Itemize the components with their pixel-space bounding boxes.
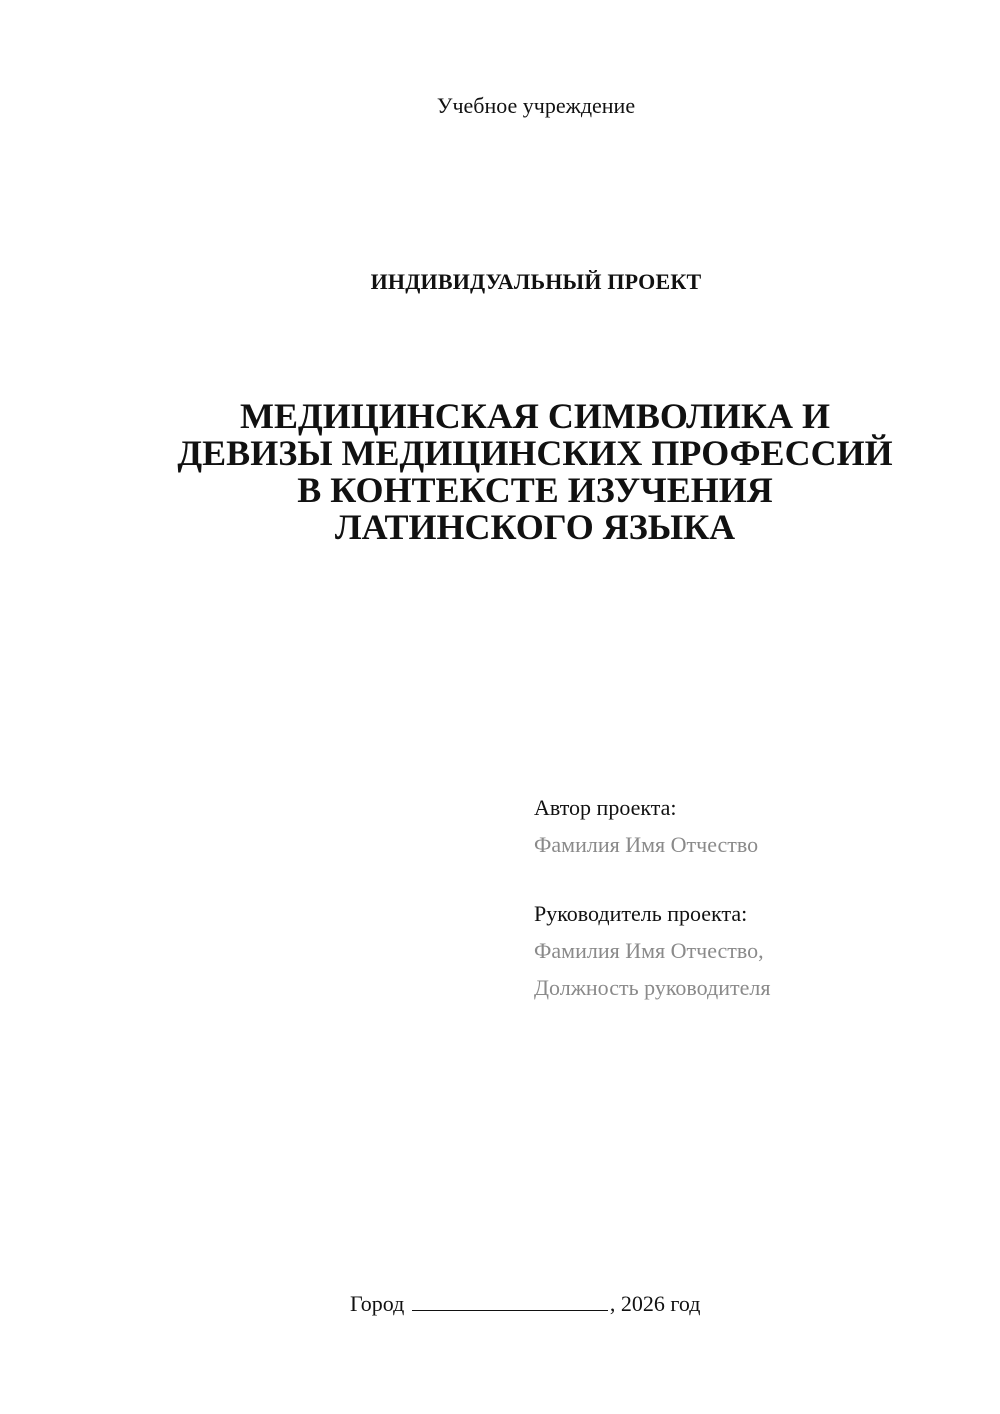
author-name-placeholder: Фамилия Имя Отчество	[534, 832, 759, 857]
project-title-line: В КОНТЕКСТЕ ИЗУЧЕНИЯ	[297, 470, 773, 510]
year-text: , 2026 год	[609, 1291, 701, 1316]
author-label: Автор проекта:	[534, 795, 677, 820]
spacer	[534, 863, 974, 895]
supervisor-name-placeholder: Фамилия Имя Отчество,	[534, 938, 764, 963]
document-type: ИНДИВИДУАЛЬНЫЙ ПРОЕКТ	[370, 269, 702, 294]
city-year-line	[350, 1290, 770, 1318]
city-blank-field	[412, 1290, 608, 1311]
project-title-line: ЛАТИНСКОГО ЯЗЫКА	[334, 507, 736, 547]
project-title	[140, 398, 930, 546]
project-title-line: ДЕВИЗЫ МЕДИЦИНСКИХ ПРОФЕССИЙ	[177, 433, 893, 473]
project-title-line: МЕДИЦИНСКАЯ СИМВОЛИКА И	[240, 396, 830, 436]
credits-block	[534, 789, 974, 1006]
supervisor-label: Руководитель проекта:	[534, 901, 748, 926]
supervisor-position-placeholder: Должность руководителя	[534, 975, 771, 1000]
city-label: Город	[350, 1291, 405, 1316]
institution-name: Учебное учреждение	[436, 93, 636, 118]
